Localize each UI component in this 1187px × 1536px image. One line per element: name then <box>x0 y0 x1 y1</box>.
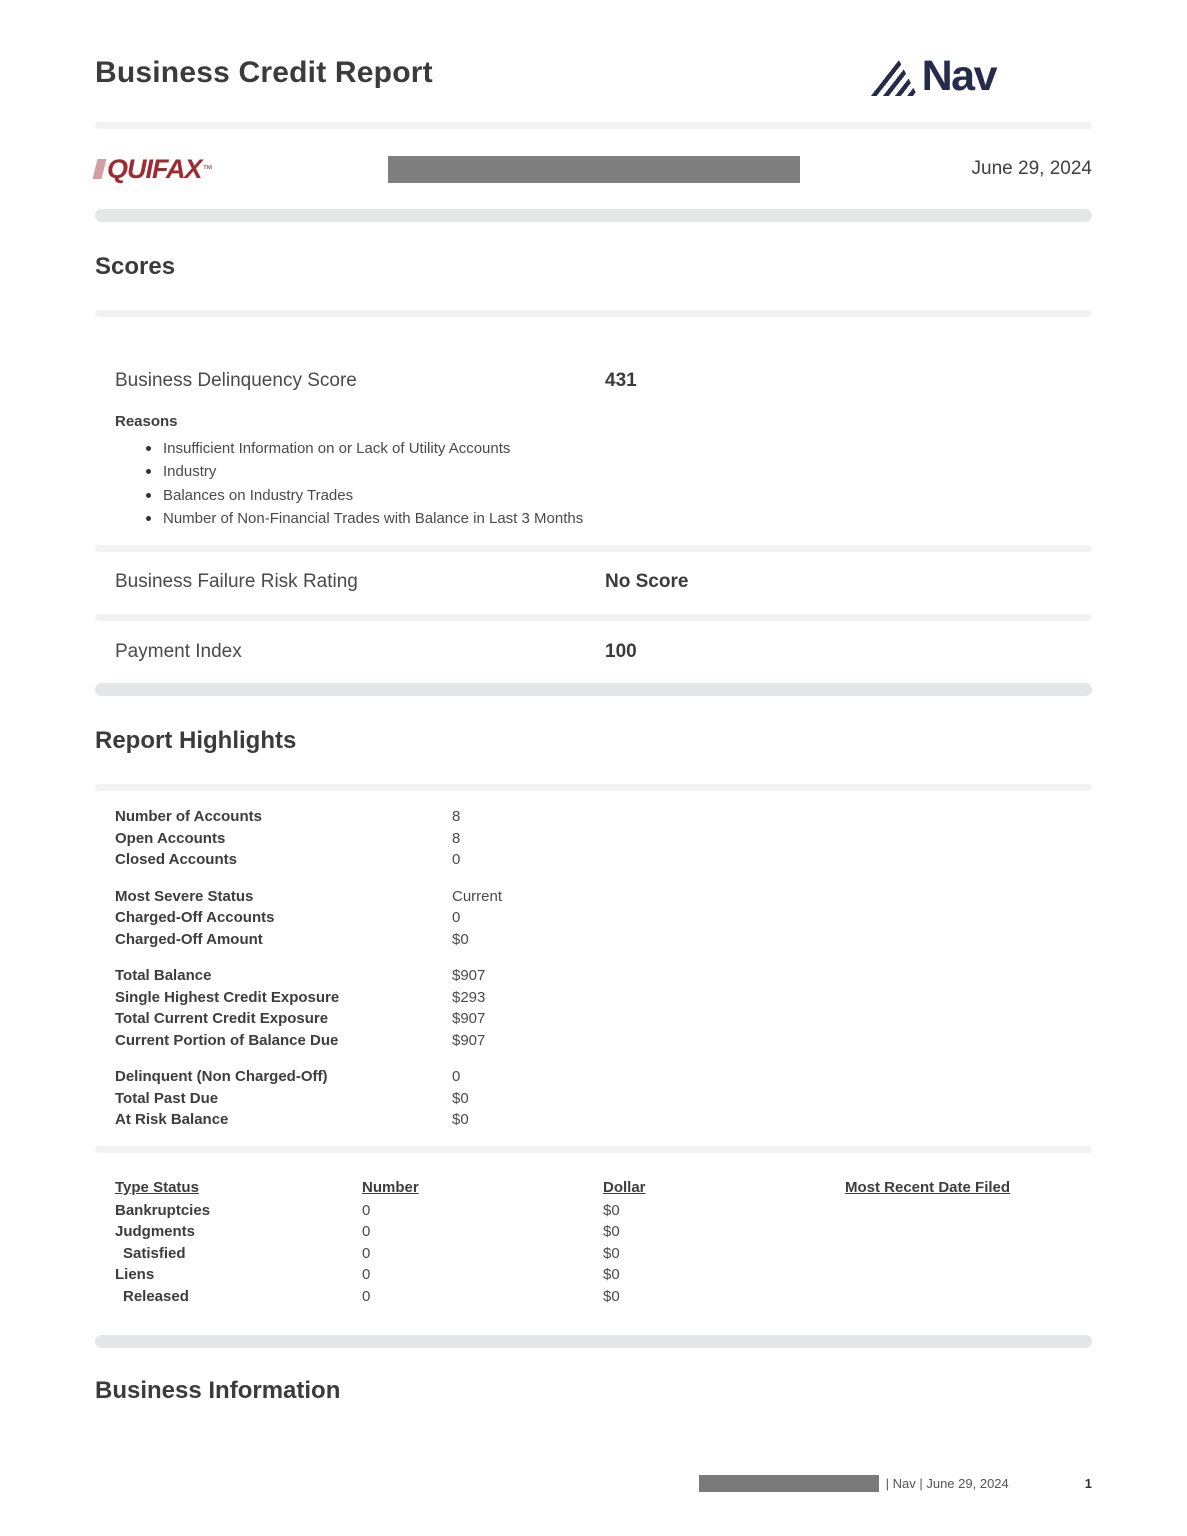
highlight-value: 0 <box>452 909 461 927</box>
highlight-value: $0 <box>452 1089 469 1107</box>
legal-filings-table <box>95 1178 1092 1308</box>
report-date: June 29, 2024 <box>971 158 1092 179</box>
highlight-row <box>95 806 1092 828</box>
highlight-label: Total Current Credit Exposure <box>115 1010 329 1028</box>
row-number: 0 <box>362 1266 371 1284</box>
equifax-trademark: ™ <box>202 163 213 175</box>
divider <box>95 784 1092 791</box>
highlight-row <box>95 1030 1092 1052</box>
highlight-label: At Risk Balance <box>115 1111 229 1129</box>
row-number: 0 <box>362 1201 371 1219</box>
row-dollar: $0 <box>603 1223 620 1241</box>
page-number: 1 <box>1084 1476 1092 1491</box>
equifax-logo-text: QUIFAX <box>107 153 202 184</box>
highlights-group-delinquent <box>95 1066 1092 1131</box>
payment-index-row <box>95 640 1092 663</box>
delinquency-score-value: 431 <box>605 370 637 391</box>
highlight-value: 8 <box>452 829 461 847</box>
row-date <box>845 1286 1092 1308</box>
divider <box>95 1146 1092 1153</box>
business-information-heading: Business Information <box>95 1377 341 1405</box>
row-dollar: $0 <box>603 1244 620 1262</box>
divider <box>95 209 1092 222</box>
table-row <box>115 1264 1092 1286</box>
highlight-value: 0 <box>452 851 461 869</box>
highlight-row <box>95 965 1092 987</box>
highlight-value: $907 <box>452 967 486 985</box>
reason-item: Balances on Industry Trades <box>163 484 1092 507</box>
table-row <box>115 1200 1092 1222</box>
divider <box>95 545 1092 552</box>
reason-item: Insufficient Information on or Lack of Utility Accounts <box>163 437 1092 460</box>
row-type: Judgments <box>115 1223 196 1241</box>
failure-risk-label: Business Failure Risk Rating <box>115 571 358 593</box>
row-date <box>845 1264 1092 1286</box>
row-number: 0 <box>362 1244 371 1262</box>
highlight-value: Current <box>452 887 503 905</box>
row-type: Satisfied <box>123 1244 186 1262</box>
redacted-business-name-bar <box>388 156 800 183</box>
table-header-row <box>115 1178 1092 1198</box>
divider <box>95 1335 1092 1348</box>
equifax-logo <box>95 154 213 185</box>
column-header-date-filed: Most Recent Date Filed <box>845 1178 1011 1196</box>
highlight-label: Total Past Due <box>115 1089 219 1107</box>
highlight-value: $907 <box>452 1010 486 1028</box>
delinquency-score-row <box>95 369 1092 392</box>
highlight-value: $0 <box>452 1111 469 1129</box>
failure-risk-row <box>95 570 1092 593</box>
nav-logo <box>866 52 1092 100</box>
report-header <box>95 0 1092 100</box>
row-date <box>845 1243 1092 1265</box>
row-date <box>845 1221 1092 1243</box>
column-header-number: Number <box>362 1178 419 1196</box>
highlight-row <box>95 886 1092 908</box>
row-date <box>845 1200 1092 1222</box>
reason-item: Industry <box>163 460 1092 483</box>
reasons-list <box>95 437 1092 530</box>
highlight-row <box>95 828 1092 850</box>
footer-source-text: | Nav | June 29, 2024 <box>885 1476 1009 1491</box>
reasons-label: Reasons <box>115 413 178 430</box>
highlight-row <box>95 1008 1092 1030</box>
highlight-value: $907 <box>452 1031 486 1049</box>
table-row <box>115 1243 1092 1265</box>
equifax-logo-fragment <box>93 159 107 179</box>
report-highlights-list <box>95 806 1092 1131</box>
highlight-row <box>95 929 1092 951</box>
divider <box>95 683 1092 696</box>
row-number: 0 <box>362 1287 371 1305</box>
divider <box>95 122 1092 129</box>
highlight-label: Charged-Off Accounts <box>115 909 275 927</box>
highlight-label: Open Accounts <box>115 829 226 847</box>
row-type: Released <box>123 1287 189 1305</box>
highlight-row <box>95 849 1092 871</box>
column-header-type-status: Type Status <box>115 1178 199 1196</box>
report-highlights-heading: Report Highlights <box>95 727 297 755</box>
row-dollar: $0 <box>603 1266 620 1284</box>
highlight-value: $0 <box>452 930 469 948</box>
highlight-label: Current Portion of Balance Due <box>115 1031 339 1049</box>
row-type: Liens <box>115 1266 155 1284</box>
payment-index-label: Payment Index <box>115 641 242 663</box>
page-title: Business Credit Report <box>95 56 433 89</box>
highlight-value: $293 <box>452 988 486 1006</box>
scores-heading: Scores <box>95 253 176 280</box>
highlight-label: Total Balance <box>115 967 212 985</box>
highlight-label: Number of Accounts <box>115 808 262 826</box>
highlight-label: Delinquent (Non Charged-Off) <box>115 1068 328 1086</box>
highlights-group-status <box>95 886 1092 951</box>
redacted-footer-bar <box>699 1475 879 1492</box>
delinquency-score-label: Business Delinquency Score <box>115 370 357 391</box>
highlights-group-balance <box>95 965 1092 1051</box>
highlight-value: 8 <box>452 808 461 826</box>
highlight-label: Charged-Off Amount <box>115 930 263 948</box>
highlight-row <box>95 987 1092 1009</box>
failure-risk-value: No Score <box>605 571 689 593</box>
payment-index-value: 100 <box>605 641 637 663</box>
reason-item: Number of Non-Financial Trades with Balance in Last 3 Months <box>163 507 1092 530</box>
highlight-row <box>95 907 1092 929</box>
highlight-label: Single Highest Credit Exposure <box>115 988 340 1006</box>
row-type: Bankruptcies <box>115 1201 211 1219</box>
highlight-row <box>95 1088 1092 1110</box>
column-header-dollar: Dollar <box>603 1178 646 1196</box>
table-row <box>115 1221 1092 1243</box>
table-row <box>115 1286 1092 1308</box>
highlights-group-accounts <box>95 806 1092 871</box>
divider <box>95 310 1092 317</box>
highlight-value: 0 <box>452 1068 461 1086</box>
nav-logo-mark-icon <box>866 56 918 96</box>
highlight-label: Most Severe Status <box>115 887 254 905</box>
row-dollar: $0 <box>603 1287 620 1305</box>
page-footer <box>95 1475 1092 1492</box>
nav-logo-wordmark: Nav <box>921 52 996 100</box>
row-dollar: $0 <box>603 1201 620 1219</box>
bureau-row <box>95 152 1092 186</box>
divider <box>95 614 1092 621</box>
highlight-row <box>95 1109 1092 1131</box>
highlight-label: Closed Accounts <box>115 851 237 869</box>
row-number: 0 <box>362 1223 371 1241</box>
highlight-row <box>95 1066 1092 1088</box>
